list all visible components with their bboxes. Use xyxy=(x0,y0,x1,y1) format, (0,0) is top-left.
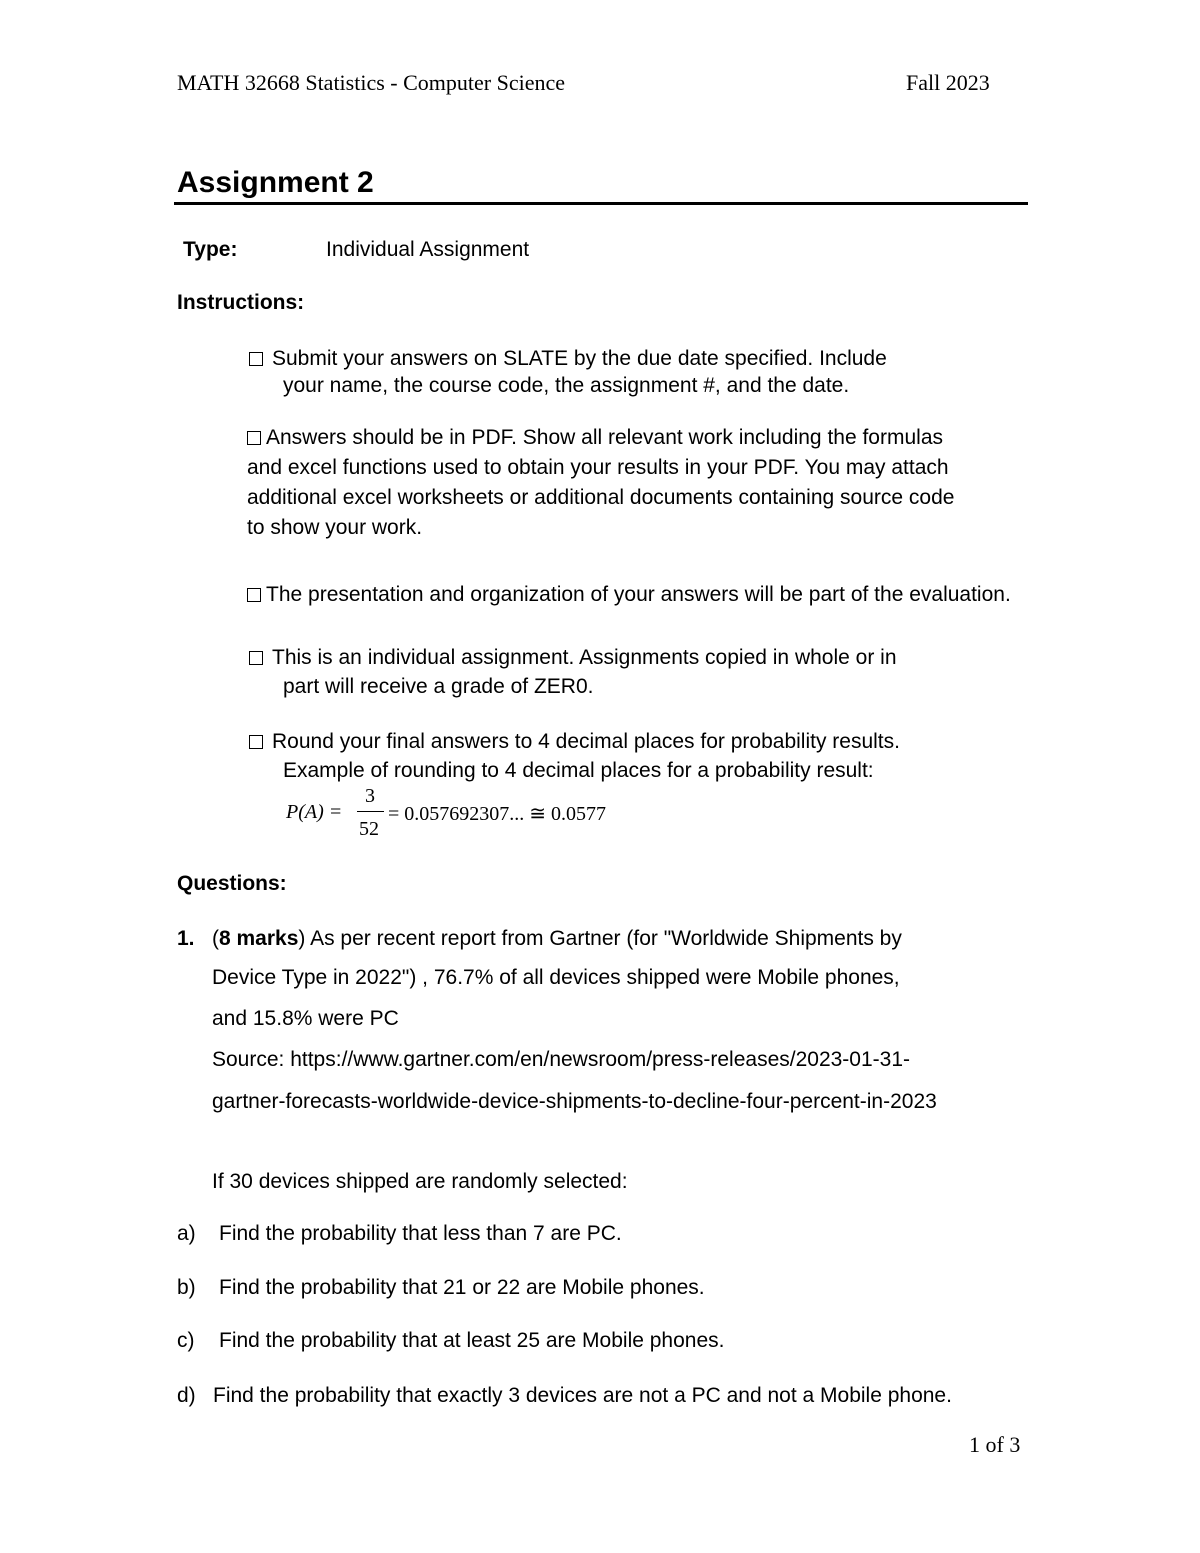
instruction-line: and excel functions used to obtain your results in your PDF. You may attach xyxy=(247,456,949,479)
instruction-line: additional excel worksheets or additional documents containing source code xyxy=(247,486,955,509)
formula-lhs: P(A) = xyxy=(286,801,343,823)
title-rule xyxy=(174,202,1028,205)
instruction-item-submit xyxy=(249,344,887,400)
instructions-label: Instructions: xyxy=(177,291,305,314)
question-text: Device Type in 2022") , 76.7% of all devices shipped were Mobile phones, xyxy=(212,966,900,989)
instruction-item-rounding xyxy=(249,727,900,785)
question-number: 1. xyxy=(177,927,195,950)
formula-numerator: 3 xyxy=(365,785,375,807)
checkbox-icon xyxy=(247,588,261,602)
checkbox-icon xyxy=(249,735,263,749)
part-letter-c: c) xyxy=(177,1329,195,1352)
course-header: MATH 32668 Statistics - Computer Science xyxy=(177,70,566,95)
instruction-line: Submit your answers on SLATE by the due date specified. Include xyxy=(272,347,887,370)
instruction-line: to show your work. xyxy=(247,516,423,539)
part-letter-d: d) xyxy=(177,1384,196,1407)
marks-open: ( xyxy=(212,927,219,950)
instruction-line: Example of rounding to 4 decimal places for a probability result: xyxy=(283,759,874,782)
part-text-d: Find the probability that exactly 3 devices are not a PC and not a Mobile phone. xyxy=(213,1384,952,1407)
marks-close: ) xyxy=(298,927,306,950)
assignment-title: Assignment 2 xyxy=(177,166,374,199)
instruction-line: your name, the course code, the assignment #, and the date. xyxy=(283,374,850,397)
instruction-line: Round your final answers to 4 decimal places for probability results. xyxy=(272,730,900,753)
part-text-c: Find the probability that at least 25 are Mobile phones. xyxy=(219,1329,725,1352)
question-text: and 15.8% were PC xyxy=(212,1007,399,1030)
source-link: Source: https://www.gartner.com/en/newsroom/press-releases/2023-01-31- xyxy=(212,1048,910,1071)
instruction-item-pdf xyxy=(247,423,954,543)
part-text-b: Find the probability that 21 or 22 are Mobile phones. xyxy=(219,1276,705,1299)
term-header: Fall 2023 xyxy=(906,70,990,95)
questions-label: Questions: xyxy=(177,872,287,895)
page-number: 1 of 3 xyxy=(969,1432,1021,1457)
type-value: Individual Assignment xyxy=(326,238,530,261)
checkbox-icon xyxy=(249,352,263,366)
checkbox-icon xyxy=(247,431,261,445)
formula-denominator: 52 xyxy=(359,818,379,840)
instruction-line: part will receive a grade of ZER0. xyxy=(283,675,594,698)
checkbox-icon xyxy=(249,651,263,665)
question-1-line-1 xyxy=(212,927,902,951)
instruction-item-individual xyxy=(249,643,897,701)
part-text-a: Find the probability that less than 7 are PC. xyxy=(219,1222,622,1245)
source-link: gartner-forecasts-worldwide-device-shipments-to-decline-four-percent-in-2023 xyxy=(212,1090,937,1113)
instruction-line: This is an individual assignment. Assignments copied in whole or in xyxy=(272,646,897,669)
part-letter-a: a) xyxy=(177,1222,196,1245)
marks-badge: 8 marks xyxy=(219,927,299,950)
instruction-line: Answers should be in PDF. Show all relevant work including the formulas xyxy=(266,426,943,449)
instruction-line: The presentation and organization of your answers will be part of the evaluation. xyxy=(266,583,1011,606)
question-text: As per recent report from Gartner (for "Worldwide Shipments by xyxy=(305,927,902,950)
type-label: Type: xyxy=(183,238,238,261)
instruction-item-presentation xyxy=(247,580,1011,609)
fraction-bar xyxy=(357,811,384,812)
part-letter-b: b) xyxy=(177,1276,196,1299)
formula-rhs: = 0.057692307... ≅ 0.0577 xyxy=(388,803,607,825)
question-setup: If 30 devices shipped are randomly selected: xyxy=(212,1170,628,1193)
